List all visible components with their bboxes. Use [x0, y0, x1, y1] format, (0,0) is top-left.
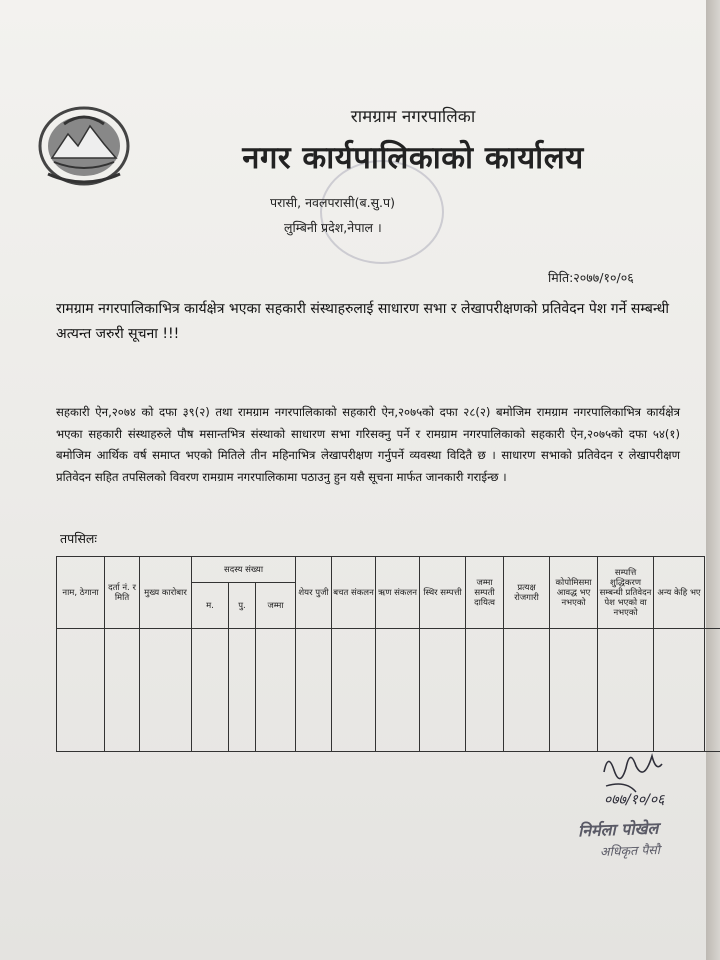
table-cell — [504, 629, 550, 752]
col-reg-no-date: दर्ता नं. र मिति — [105, 557, 140, 629]
table-cell — [550, 629, 598, 752]
table-cell — [140, 629, 192, 752]
signatory-title: अधिकृत पैसौ — [599, 841, 661, 860]
table-cell — [296, 629, 332, 752]
signature-date: ०७७/१०/०६ — [604, 792, 665, 808]
details-table — [56, 556, 720, 752]
table-cell — [192, 629, 229, 752]
table-cell — [598, 629, 654, 752]
col-total-assets: जम्मा सम्पती दायित्व — [466, 557, 504, 629]
col-members-female: म. — [192, 583, 229, 629]
notice-date: मिति:२०७७/१०/०६ — [548, 270, 634, 285]
signature-scribble — [596, 742, 696, 812]
address-line-2: लुम्बिनी प्रदेश,नेपाल । — [284, 220, 382, 235]
table-cell — [376, 629, 420, 752]
col-savings: बचत संकलन — [332, 557, 376, 629]
col-copomis: कोपोमिसमा आवद्ध भए नभएको — [550, 557, 598, 629]
table-cell — [57, 629, 105, 752]
table-cell — [466, 629, 504, 752]
col-loan: ऋण संकलन — [376, 557, 420, 629]
col-members-header: सदस्य संख्या — [192, 557, 296, 583]
municipality-name: रामग्राम नगरपालिका — [350, 107, 476, 127]
col-fixed-assets: स्थिर सम्पत्ती — [420, 557, 466, 629]
col-other: अन्य केहि भए — [654, 557, 705, 629]
col-name-address: नाम, ठेगाना — [57, 557, 105, 629]
table-cell — [420, 629, 466, 752]
table-cell — [654, 629, 705, 752]
col-direct-employment: प्रत्यक्ष रोजगारी — [504, 557, 550, 629]
col-share-capital: शेयर पुजी — [296, 557, 332, 629]
col-asset-purification: सम्पत्ति शुद्धिकरण सम्बन्धी प्रतिवेदन पेश भएको वा नभएको — [598, 557, 654, 629]
details-label: तपसिलः — [60, 531, 97, 546]
table-cell — [105, 629, 140, 752]
col-members-total: जम्मा — [256, 583, 296, 629]
table-cell — [229, 629, 256, 752]
signatory-name: निर्मला पोखेल — [577, 818, 659, 841]
table-cell — [256, 629, 296, 752]
col-main-business: मुख्य कारोबार — [140, 557, 192, 629]
notice-subject: रामग्राम नगरपालिकाभित्र कार्यक्षेत्र भएका सहकारी संस्थाहरुलाई साधारण सभा र लेखापरीक्षणको प्रतिवेदन पेश गर्ने सम्बन्धी अत्यन्त जरुरी सूचना !!! — [56, 301, 670, 342]
table-row — [57, 629, 720, 752]
address-line-1: परासी, नवलपरासी(ब.सु.प) — [270, 195, 395, 210]
notice-body: सहकारी ऐन,२०७४ को दफा ३९(२) तथा रामग्राम नगरपालिकाको सहकारी ऐन,२०७५को दफा २८(२) बमोजिम रामग्राम नगरपालिकाभित्र कार्यक्षेत्र भएका सहकारी संस्थाहरुले पौष मसान्तभित्र संस्थाको साधारण सभा गरिसक्नु पर्ने र रामग्राम नगरपालिकाको सहकारी ऐन,२०७५को दफा ५४(१) बमोजिम आर्थिक वर्ष समाप्त भएको मितिले तीन महिनाभित्र लेखापरीक्षण गर्नुपर्ने व्यवस्था विदितै छ । साधारण सभाको प्रतिवेदन र लेखापरीक्षण प्रतिवेदन सहित तपसिलको विवरण रामग्राम नगरपालिकामा पठाउनु हुन यसै सूचना मार्फत जानकारी गराईन्छ । — [56, 405, 680, 484]
office-title: नगर कार्यपालिकाको कार्यालय — [242, 140, 584, 176]
table-cell — [332, 629, 376, 752]
table-cell — [705, 629, 720, 752]
col-members-male: पु. — [229, 583, 256, 629]
